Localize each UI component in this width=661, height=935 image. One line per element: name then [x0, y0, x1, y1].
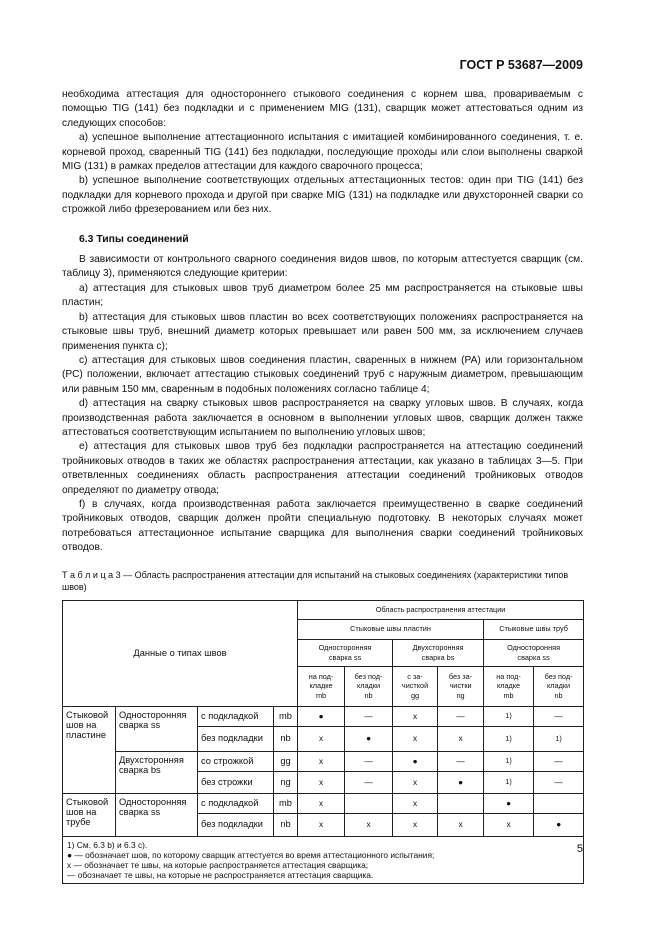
page-body — [62, 88, 583, 884]
paragraph: b) успешное выполнение соответствующих отдельных аттестационных тестов: один при TIG (141) без подкладки для корневого прохода и другой при сварке MIG (131) на подкладке или двухсторонней сварки со строжкой либо фрезерованием или без них. — [62, 175, 583, 216]
subgroup-ss-pipe: Односторонняя сварка ss — [116, 793, 198, 836]
cell: x — [438, 813, 484, 836]
cell — [345, 793, 393, 813]
variant-code: mb — [274, 706, 298, 726]
header-weld-data: Данные о типах швов — [63, 600, 298, 706]
paragraph: d) аттестация на сварку стыковых швов распространяется на сварку угловых швов. В случаях, когда производственная работа заключается в основном в выполнении угловых швов, сварщик должен также аттестоваться соответствующим испытанием по выполнению угловых швов; — [62, 398, 583, 438]
footnotes — [63, 836, 584, 884]
cell: ● — [393, 751, 438, 771]
variant-label: без подкладки — [198, 726, 274, 751]
col-header-ng: без за- чистки ng — [438, 666, 484, 706]
cell: — — [534, 771, 584, 793]
variant-code: nb — [274, 726, 298, 751]
cell: — — [345, 751, 393, 771]
page-number: 5 — [576, 843, 583, 855]
cell: ● — [534, 813, 584, 836]
variant-code: ng — [274, 771, 298, 793]
group-pipe: Стыковой шов на трубе — [63, 793, 116, 836]
subgroup-ss: Односторонняя сварка ss — [116, 706, 198, 751]
variant-label: без подкладки — [198, 813, 274, 836]
col-header-nb: без под- кладки nb — [345, 666, 393, 706]
col-header-pipe-nb: без под- кладки nb — [534, 666, 584, 706]
group-plate: Стыковой шов на пластине — [63, 706, 116, 793]
legend-line: ● — обозначает шов, по которому сварщик аттестуется во время аттестационного испытания; — [67, 849, 435, 860]
cell: 1) — [484, 706, 534, 726]
table-notes — [63, 836, 584, 884]
cell: — — [534, 706, 584, 726]
cell: 1) — [484, 771, 534, 793]
cell: x — [298, 771, 345, 793]
cell: — — [345, 706, 393, 726]
subgroup-bs: Двухсторонняя сварка bs — [116, 751, 198, 793]
cell: x — [298, 751, 345, 771]
cell: — — [345, 771, 393, 793]
cell: x — [393, 726, 438, 751]
cell: x — [393, 706, 438, 726]
cell — [534, 793, 584, 813]
cell: x — [393, 771, 438, 793]
cell: — — [438, 751, 484, 771]
table-caption: Т а б л и ц а 3 — Область распространения аттестации для испытаний на стыковых соединениях (характеристики типов швов) — [62, 569, 569, 592]
header-one-sided: Односторонняя сварка ss — [298, 639, 393, 666]
legend-line: — обозначает те швы, на которые не распространяется аттестация сварщика. — [67, 870, 374, 881]
variant-code: nb — [274, 813, 298, 836]
cell: x — [484, 813, 534, 836]
col-header-gg: с за- чисткой gg — [393, 666, 438, 706]
cell: x — [298, 813, 345, 836]
table-row — [63, 706, 584, 726]
cell: x — [393, 793, 438, 813]
header-one-sided-pipe: Односторонняя сварка ss — [484, 639, 584, 666]
table-row — [63, 793, 584, 813]
cell: x — [298, 726, 345, 751]
cell: — — [438, 706, 484, 726]
variant-label: без строжки — [198, 771, 274, 793]
header-pipes: Стыковые швы труб — [484, 619, 584, 639]
col-header-pipe-mb: на под- кладке mb — [484, 666, 534, 706]
cell: x — [345, 813, 393, 836]
cell: x — [393, 813, 438, 836]
header-area: Область распространения аттестации — [298, 600, 584, 619]
cell: x — [298, 793, 345, 813]
col-header-mb: на под- кладке mb — [298, 666, 345, 706]
cell — [438, 793, 484, 813]
cell: — — [534, 751, 584, 771]
document-code: ГОСТ Р 53687—2009 — [459, 58, 583, 72]
cell: ● — [345, 726, 393, 751]
legend-line: x — обозначает те швы, на которые распространяется аттестация сварщика; — [67, 860, 369, 870]
header-plates: Стыковые швы пластин — [298, 619, 484, 639]
paragraph: c) аттестация для стыковых швов соединения пластин, сваренных в нижнем (РА) или горизонтальном (РС) положении, включает аттестацию стыковых соединений труб с наружным диаметром, превышающим или равным 150 мм, сваренным в подобных положениях согласно таблице 4; — [62, 354, 583, 395]
cell: ● — [298, 706, 345, 726]
paragraph: b) аттестация для стыковых швов пластин во всех соответствующих положениях распространяется на стыковые швы труб, внешний диаметр которых превышает или равен 500 мм, за исключением случаев применения пункта с); — [62, 311, 583, 352]
variant-label: с подкладкой — [198, 706, 274, 726]
table-row — [63, 751, 584, 771]
variant-code: mb — [274, 793, 298, 813]
section-heading: 6.3 Типы соединений — [79, 233, 189, 245]
paragraph: необходима аттестация для одностороннего стыкового соединения с корнем шва, провариваемым с помощью TIG (141) без подкладки и с применением MIG (131), сварщик может аттестоваться одним из следующих способов: — [62, 89, 583, 129]
cell: ● — [438, 771, 484, 793]
footnote: 1) См. 6.3 b) и 6.3 c). — [67, 839, 148, 850]
paragraph: a) аттестация для стыковых швов труб диаметром более 25 мм распространяется на стыковые швы пластин; — [62, 282, 583, 309]
cell: 1) — [534, 726, 584, 751]
paragraph: e) аттестация для стыковых швов труб без подкладки распространяется на аттестацию соединений тройниковых отводов в таких же областях распространения аттестации, как указано в таблицах 3—5. При ответвленных соединениях область распространения аттестации соединений тройниковых отводов определяют по диаметру отвода; — [62, 441, 583, 496]
weld-types-table — [62, 600, 584, 885]
variant-label: с подкладкой — [198, 793, 274, 813]
cell: 1) — [484, 751, 534, 771]
cell: 1) — [484, 726, 534, 751]
paragraph: f) в случаях, когда производственная работа заключается преимущественно в сварке соединений тройниковых отводов, сварщик должен пройти специальную подготовку. В некоторых случаях может потребоваться аттестационное испытание сварщика для выполнения сварки соединений тройниковых отводов. — [62, 498, 583, 554]
paragraph: В зависимости от контрольного сварного соединения видов швов, по которым аттестуется сварщик (см. таблицу 3), применяются следующие критерии: — [62, 254, 583, 280]
variant-code: gg — [274, 751, 298, 771]
variant-label: со строжкой — [198, 751, 274, 771]
cell: x — [438, 726, 484, 751]
paragraph: a) успешное выполнение аттестационного испытания с имитацией комбинированного соединения, т. е. корневой проход, сваренный TIG (141) без подкладки, последующие проходы или слои выполнены сваркой MIG (131) в рамках пределов аттестации для каждого сварочного процесса; — [62, 132, 583, 173]
cell: ● — [484, 793, 534, 813]
header-two-sided: Двухсторонняя сварка bs — [393, 639, 484, 666]
